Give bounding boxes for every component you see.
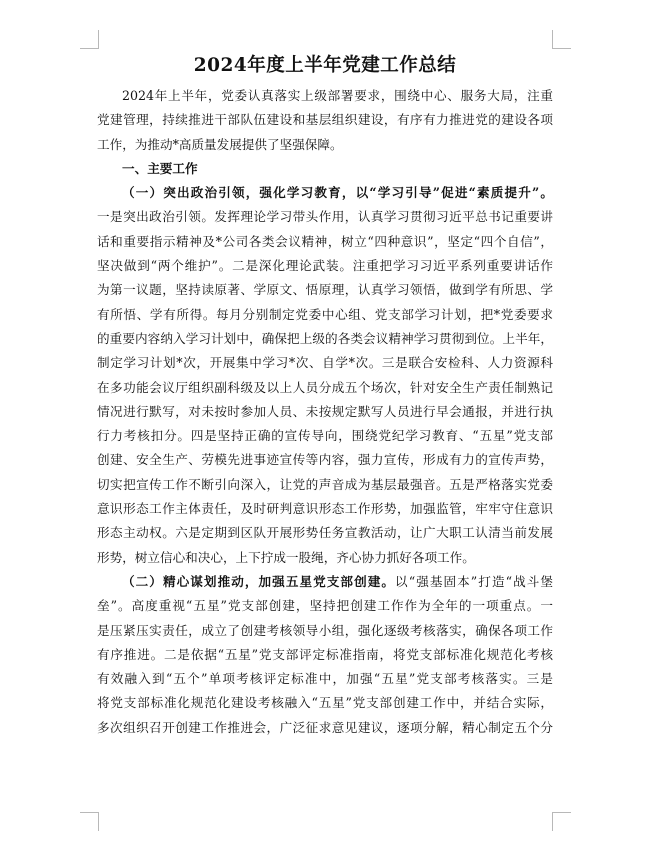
corner-mark-top-right xyxy=(552,30,571,49)
text-line xyxy=(97,181,553,205)
body-text xyxy=(97,84,553,740)
document-title: 2024年度上半年党建工作总结 xyxy=(193,55,457,76)
line-text: 垒”。高度重视“五星”党支部创建，坚持把创建工作作为全年的一项重点。一 xyxy=(97,598,553,614)
text-line xyxy=(97,327,553,351)
line-text: 切实把宣传工作不断引向深入，让党的声音成为基层最强音。五是严格落实党委 xyxy=(97,476,553,492)
text-line xyxy=(97,254,553,278)
line-text: 是压紧压实责任，成立了创建考核领导小组，强化逐级考核落实，确保各项工作 xyxy=(97,622,553,638)
text-line xyxy=(97,716,553,740)
text-line xyxy=(97,546,553,570)
line-text: 意识形态工作主体责任，及时研判意识形态工作形势，加强监管，牢牢守住意识 xyxy=(97,501,553,517)
line-text: 有所悟、学有所得。每月分别制定党委中心组、党支部学习计划，把*党委要求 xyxy=(97,306,553,322)
line-text: 以“强基固本”打造“战斗堡 xyxy=(395,573,553,589)
line-text: 将党支部标准化规范化建设考核融入“五星”党支部创建工作中，并结合实际， xyxy=(97,695,553,711)
text-line xyxy=(97,351,553,375)
line-text: 话和重要指示精神及*公司各类会议精神，树立“四种意识”，坚定“四个自信”， xyxy=(97,233,553,249)
line-text: 创建、安全生产、劳模先进事迹宣传等内容，强力宣传，形成有力的宣传声势， xyxy=(97,452,553,468)
line-text: 一是突出政治引领。发挥理论学习带头作用，认真学习贯彻习近平总书记重要讲 xyxy=(97,209,553,225)
text-line xyxy=(97,400,553,424)
corner-mark-bottom-left xyxy=(80,812,99,831)
line-text: 坚决做到“两个维护”。二是深化理论武装。注重把学习习近平系列重要讲话作 xyxy=(97,258,553,274)
text-line xyxy=(97,133,553,157)
line-text: 情况进行默写，对未按时参加人员、未按规定默写人员进行早会通报，并进行执 xyxy=(97,403,553,419)
text-line xyxy=(97,424,553,448)
text-line xyxy=(97,376,553,400)
text-line xyxy=(97,521,553,545)
text-line xyxy=(97,157,553,181)
line-text: 一、主要工作 xyxy=(122,160,198,176)
line-text: 党建管理，持续推进干部队伍建设和基层组织建设，有序有力推进党的建设各项 xyxy=(97,112,553,128)
corner-mark-bottom-right xyxy=(552,812,571,831)
text-line xyxy=(97,691,553,715)
text-line xyxy=(97,570,553,594)
line-text: （一）突出政治引领，强化学习教育，以“学习引导”促进“素质提升”。 xyxy=(122,185,553,201)
bold-heading-span: （二）精心谋划推动，加强五星党支部创建。 xyxy=(122,573,396,589)
line-text: 在多功能会议厅组织副科级及以上人员分成五个场次，针对安全生产责任制熟记 xyxy=(97,379,553,395)
line-text: 2024年上半年，党委认真落实上级部署要求，围绕中心、服务大局，注重 xyxy=(122,88,553,103)
line-text: 制定学习计划*次，开展集中学习*次、自学*次。三是联合安检科、人力资源科 xyxy=(97,355,553,371)
text-line xyxy=(97,108,553,132)
text-line xyxy=(97,667,553,691)
line-text: 形态主动权。六是定期到区队开展形势任务宣教活动，让广大职工认清当前发展 xyxy=(97,525,553,541)
line-text: 有效融入到“五个”单项考核评定标准中，加强“五星”党支部考核落实。三是 xyxy=(97,671,553,687)
line-text: 有序推进。二是依据“五星”党支部评定标准指南，将党支部标准化规范化考核 xyxy=(97,646,553,662)
text-line xyxy=(97,84,553,108)
text-line xyxy=(97,303,553,327)
line-text: 的重要内容纳入学习计划中，确保把上级的各类会议精神学习贯彻到位。上半年， xyxy=(97,330,553,346)
text-line xyxy=(97,619,553,643)
text-line xyxy=(97,448,553,472)
text-line xyxy=(97,594,553,618)
text-line xyxy=(97,643,553,667)
text-line xyxy=(97,230,553,254)
text-line xyxy=(97,278,553,302)
corner-mark-top-left xyxy=(80,30,99,49)
line-text: 为第一议题，坚持读原著、学原文、悟原理，认真学习领悟，做到学有所思、学 xyxy=(97,282,553,298)
line-text: 形势，树立信心和决心，上下拧成一股绳，齐心协力抓好各项工作。 xyxy=(97,549,475,565)
document-body xyxy=(97,52,553,740)
line-text: 行力考核扣分。四是坚持正确的宣传导向，围绕党纪学习教育、“五星”党支部 xyxy=(97,428,553,444)
text-line xyxy=(97,473,553,497)
line-text: 多次组织召开创建工作推进会，广泛征求意见建议，逐项分解，精心制定五个分 xyxy=(97,719,553,735)
line-text: 工作，为推动*高质量发展提供了坚强保障。 xyxy=(97,136,343,152)
text-line xyxy=(97,497,553,521)
text-line xyxy=(97,205,553,229)
